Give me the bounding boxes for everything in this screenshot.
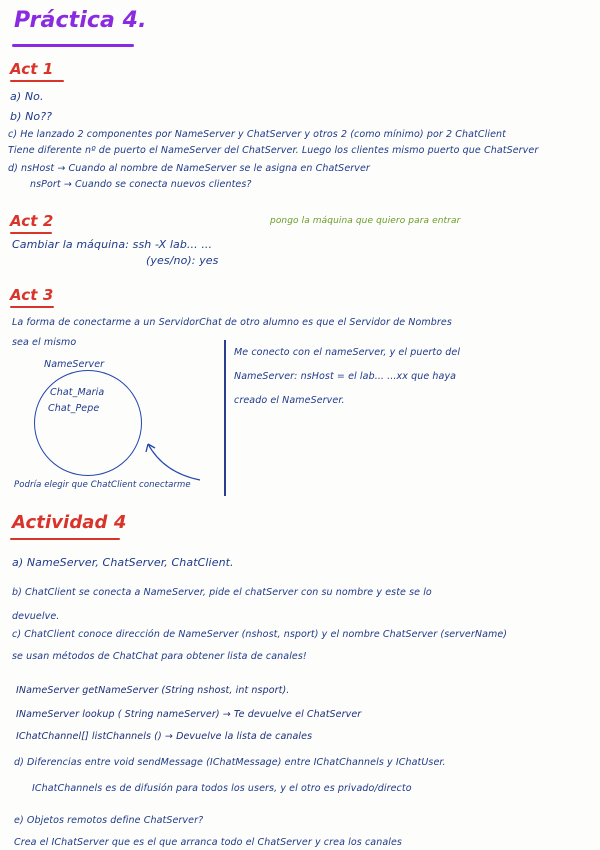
act1-line: a) No. [10, 90, 44, 103]
act2-heading: Act 2 [10, 212, 54, 230]
act4-line: devuelve. [12, 611, 60, 622]
page-title: Práctica 4. [14, 8, 147, 33]
diagram-outer-label: NameServer [44, 359, 105, 370]
act1-line: d) nsHost → Cuando al nombre de NameServer se le asigna en ChatServer [8, 163, 370, 174]
act4-line: c) ChatClient conoce dirección de NameServer (nshost, nsport) y el nombre ChatServer (serverName) [12, 629, 508, 640]
act2-underline [10, 232, 52, 234]
divider-line [224, 340, 226, 496]
act1-underline [10, 80, 64, 82]
act4-line: e) Objetos remotos define ChatServer? [14, 815, 204, 826]
act1-line: nsPort → Cuando se conecta nuevos clientes? [30, 179, 252, 190]
act4-line: se usan métodos de ChatChat para obtener lista de canales! [12, 651, 307, 662]
act4-line: d) Diferencias entre void sendMessage (IChatMessage) entre IChatChannels y IChatUser. [14, 757, 446, 768]
act2-line: (yes/no): yes [146, 254, 219, 267]
diagram-inner-label: Chat_Pepe [48, 403, 100, 414]
act4-line: IChatChannels es de difusión para todos los users, y el otro es privado/directo [32, 783, 412, 794]
title-underline [12, 44, 134, 47]
act3-right-note: Me conecto con el nameServer, y el puerto del [234, 347, 461, 358]
diagram-caption: Podría elegir que ChatClient conectarme [14, 480, 191, 490]
act3-line: sea el mismo [12, 337, 77, 348]
act1-line: c) He lanzado 2 componentes por NameServer y ChatServer y otros 2 (como mínimo) por 2 ChatClient [8, 129, 506, 140]
act3-right-note: creado el NameServer. [234, 395, 345, 406]
act2-green-note: pongo la máquina que quiero para entrar [270, 216, 461, 226]
diagram-inner-label: Chat_Maria [50, 387, 105, 398]
act4-line: INameServer lookup ( String nameServer) → Te devuelve el ChatServer [16, 709, 362, 720]
act4-underline [10, 538, 120, 540]
act4-line: b) ChatClient se conecta a NameServer, pide el chatServer con su nombre y este se lo [12, 587, 432, 598]
act4-line: INameServer getNameServer (String nshost, int nsport). [16, 685, 290, 696]
act2-line: Cambiar la máquina: ssh -X lab... ... [12, 238, 213, 251]
act1-line: Tiene diferente nº de puerto el NameServer del ChatServer. Luego los clientes mismo puerto que ChatServer [8, 145, 539, 156]
act1-heading: Act 1 [10, 60, 54, 78]
act3-line: La forma de conectarme a un ServidorChat de otro alumno es que el Servidor de Nombres [12, 317, 452, 328]
act4-line: Crea el IChatServer que es el que arranca todo el ChatServer y crea los canales [14, 837, 402, 848]
act3-right-note: NameServer: nsHost = el lab... ...xx que haya [234, 371, 457, 382]
act3-underline [10, 306, 54, 308]
act3-heading: Act 3 [10, 286, 54, 304]
act1-line: b) No?? [10, 110, 53, 123]
act4-line: IChatChannel[] listChannels () → Devuelve la lista de canales [16, 731, 313, 742]
act4-line: a) NameServer, ChatServer, ChatClient. [12, 556, 234, 569]
act4-heading: Actividad 4 [12, 512, 127, 533]
